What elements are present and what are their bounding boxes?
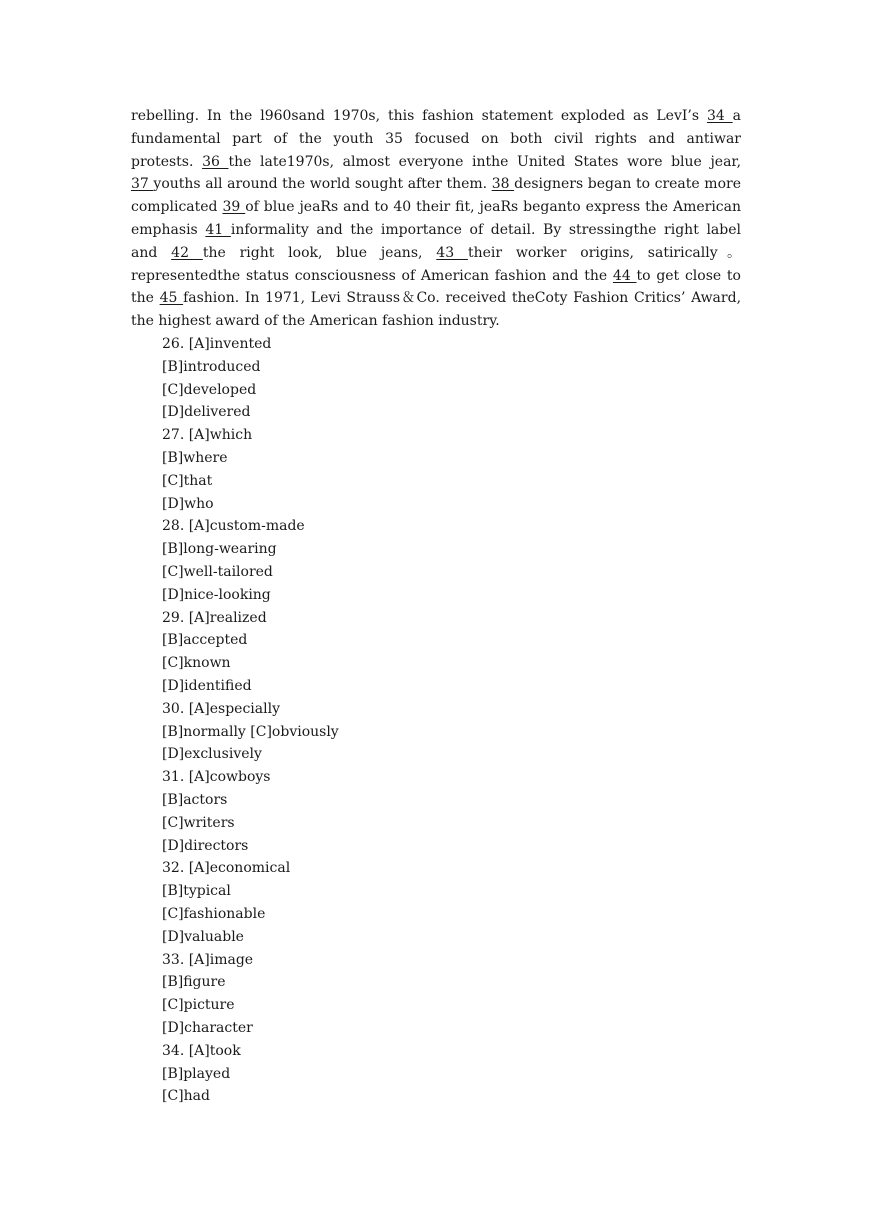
passage-text: the [131,290,160,307]
question-option: [D]character [162,1019,253,1036]
blank-number: 36 [202,153,229,170]
passage-text: a [732,108,741,124]
passage-line [131,196,741,219]
question-option: 34. [A]took [162,1042,241,1059]
passage-text: their worker origins, satirically。 [467,244,742,261]
question-option: [C]that [162,472,213,489]
passage-text: designers began to create more [514,176,741,193]
question-option: 28. [A]custom-made [162,518,305,535]
passage-line [131,265,741,288]
passage-text: complicated [131,199,223,216]
question-option: 33. [A]image [162,951,254,968]
passage-line [131,219,741,242]
question-option: [D]nice-looking [162,586,271,603]
question-option: [D]who [162,495,214,512]
blank-number: 41 [205,221,231,238]
question-option: [B]introduced [162,358,261,375]
passage-line [131,105,741,128]
blank-number: 34 [706,108,733,124]
passage-text: youths all around the world sought after them. [153,176,492,193]
question-options-list [162,333,339,1108]
question-option: [C]developed [162,381,257,398]
question-option: [B]long-wearing [162,541,277,558]
passage-text: emphasis [131,221,206,238]
passage-text: representedthe status consciousness of American fashion and the [131,267,613,284]
question-option: [B]played [162,1065,231,1082]
passage-text: the right look, blue jeans, [202,244,437,261]
question-option: [B]normally [C]obviously [162,723,339,740]
question-option: [C]fashionable [162,905,266,922]
question-option: [C]had [162,1088,210,1105]
question-option: 31. [A]cowboys [162,769,271,786]
passage-text: the late1970s, almost everyone inthe United States wore blue jear, [228,153,742,170]
passage-text: of blue jeaRs and to 40 their fit, jeaRs beganto express the American [245,199,742,216]
passage-text: fundamental part of the youth 35 focused on both civil rights and antiwar [131,130,741,147]
question-option: [B]typical [162,883,231,900]
question-option: 29. [A]realized [162,609,267,626]
blank-number: 37 [131,176,154,193]
passage-text: informality and the importance of detail. By stressingthe right label [230,221,742,238]
question-option: [C]well-tailored [162,563,273,580]
question-option: [B]figure [162,974,226,991]
blank-number: 43 [436,244,468,261]
passage-text: fashion. In 1971, Levi Strauss＆Co. received theCoty Fashion Critics’ Award, [183,290,742,307]
passage-text: to get close to [636,267,741,284]
question-option: [B]actors [162,791,228,808]
question-option: [D]delivered [162,404,251,421]
question-option: [D]valuable [162,928,244,945]
question-option: 26. [A]invented [162,336,272,352]
question-option: 30. [A]especially [162,700,280,717]
question-option: [C]known [162,655,231,672]
passage-text: the highest award of the American fashion industry. [131,313,500,330]
question-option: [D]exclusively [162,746,262,763]
passage-line [131,287,741,310]
question-option: [C]picture [162,997,235,1014]
question-option: [D]identified [162,677,252,694]
blank-number: 39 [222,199,246,216]
passage-line [131,310,741,333]
question-option: [B]accepted [162,632,248,649]
question-option: [D]directors [162,837,249,854]
cloze-passage [131,105,741,333]
question-option: [B]where [162,449,228,466]
passage-line [131,151,741,174]
blank-number: 42 [171,244,203,261]
blank-number: 44 [612,267,637,284]
question-option: [C]writers [162,814,235,831]
passage-line [131,242,741,265]
passage-text: rebelling. In the l960sand 1970s, this fashion statement exploded as LevI’s [131,108,707,124]
blank-number: 38 [491,176,515,193]
passage-text: and [131,244,172,261]
passage-line [131,128,741,151]
passage-line [131,173,741,196]
passage-text: protests. [131,153,203,170]
question-option: 32. [A]economical [162,860,291,877]
blank-number: 45 [159,290,184,307]
question-option: 27. [A]which [162,427,253,444]
